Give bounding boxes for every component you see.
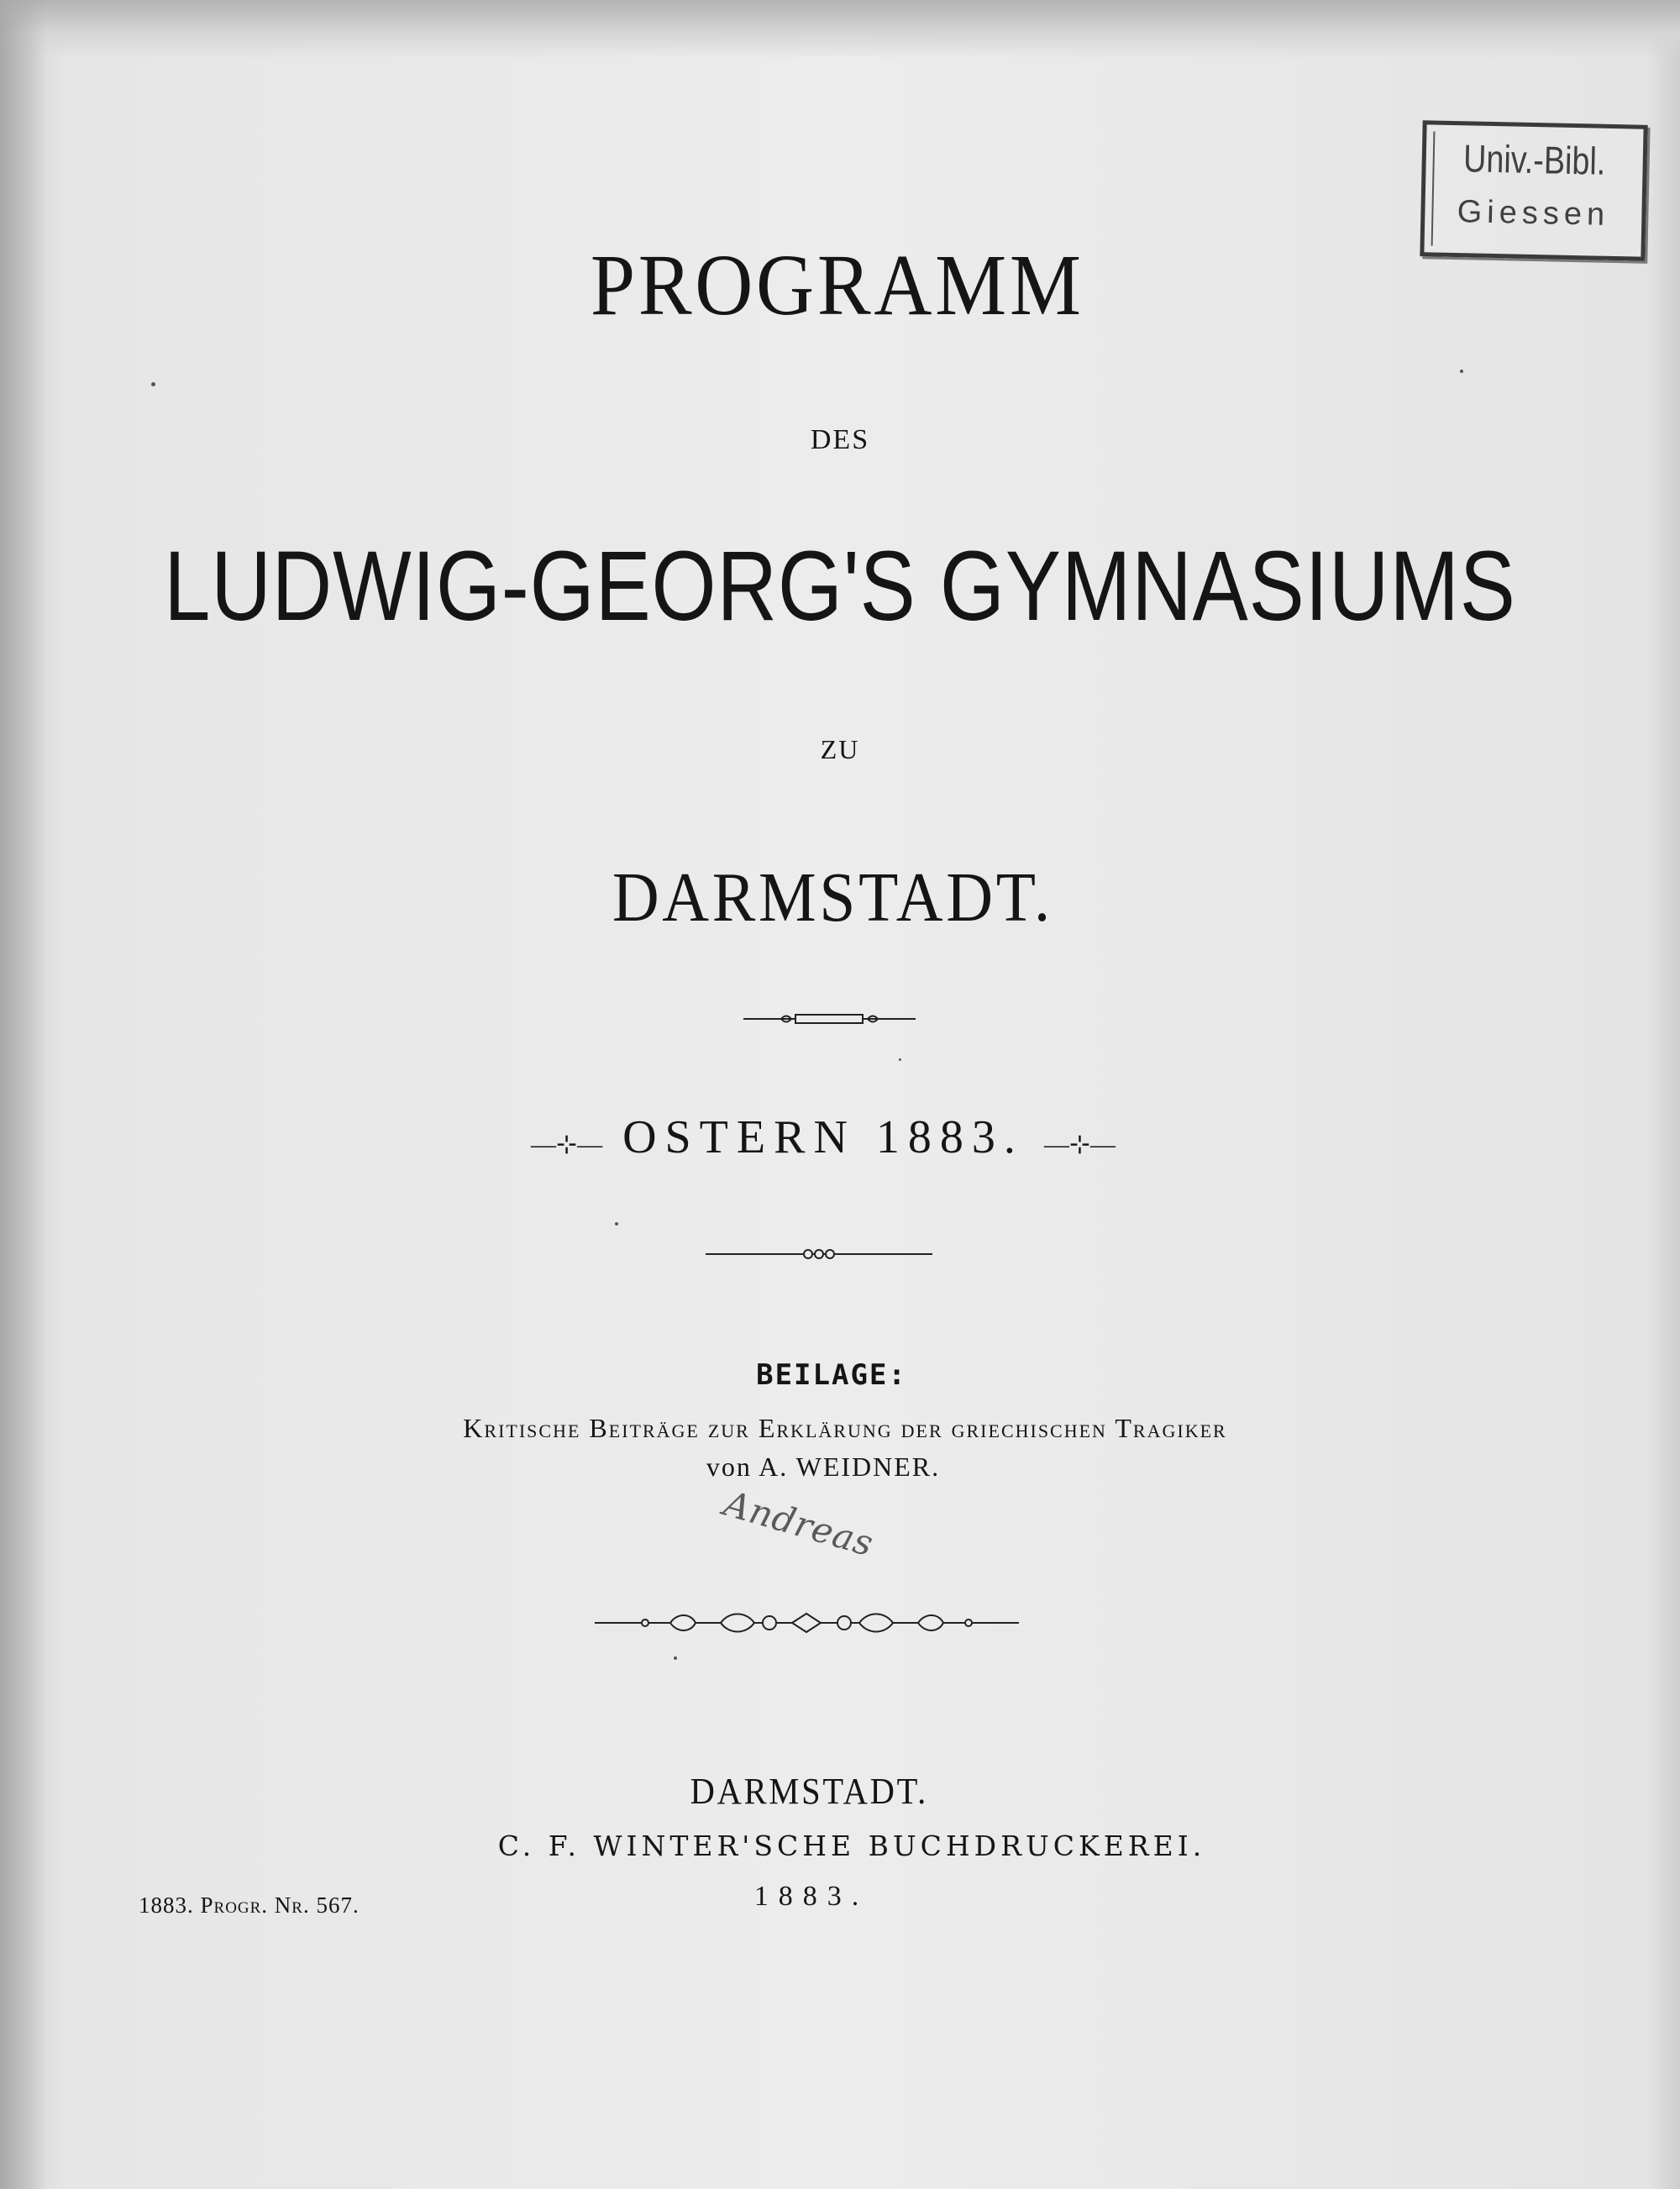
occasion-ornament-right: —⊹— xyxy=(1043,1131,1116,1158)
paper-speck xyxy=(674,1656,677,1660)
imprint-printer: C. F. WINTER'SCHE BUCHDRUCKEREI. xyxy=(497,1829,1206,1862)
institution-city: DARMSTADT. xyxy=(612,858,1053,937)
institution-name: LUDWIG-GEORG'S GYMNASIUMS xyxy=(164,531,1516,642)
stamp-line-city: Giessen xyxy=(1457,194,1610,233)
imprint-city: DARMSTADT. xyxy=(690,1771,928,1812)
ornament-rule-top xyxy=(743,1006,916,1032)
occasion-ornament-left: —⊹— xyxy=(530,1131,603,1158)
ornament-rule-middle xyxy=(706,1241,932,1267)
occasion-text: OSTERN 1883. xyxy=(622,1111,1024,1163)
paper-speck xyxy=(151,382,155,386)
ornament-flourish xyxy=(595,1606,1019,1640)
catalog-reference: 1883. Progr. Nr. 567. xyxy=(139,1892,360,1918)
handwritten-annotation: Andreas xyxy=(719,1483,879,1565)
document-title: PROGRAMM xyxy=(590,237,1084,333)
supplement-title: Kritische Beiträge zur Erklärung der griechischen Tragiker xyxy=(463,1413,1227,1443)
paper-speck xyxy=(1460,370,1463,373)
paper-speck xyxy=(899,1058,901,1061)
supplement-author: von A. WEIDNER. xyxy=(706,1451,941,1482)
paper-speck xyxy=(615,1222,618,1226)
title-article: DES xyxy=(810,424,870,455)
title-preposition: ZU xyxy=(820,734,860,764)
page-top-shadow xyxy=(0,0,1680,59)
imprint-year: 1883. xyxy=(753,1881,869,1912)
occasion-line xyxy=(0,1110,1663,1164)
supplement-heading: BEILAGE: xyxy=(756,1358,907,1392)
stamp-line-library: Univ.-Bibl. xyxy=(1462,136,1606,183)
